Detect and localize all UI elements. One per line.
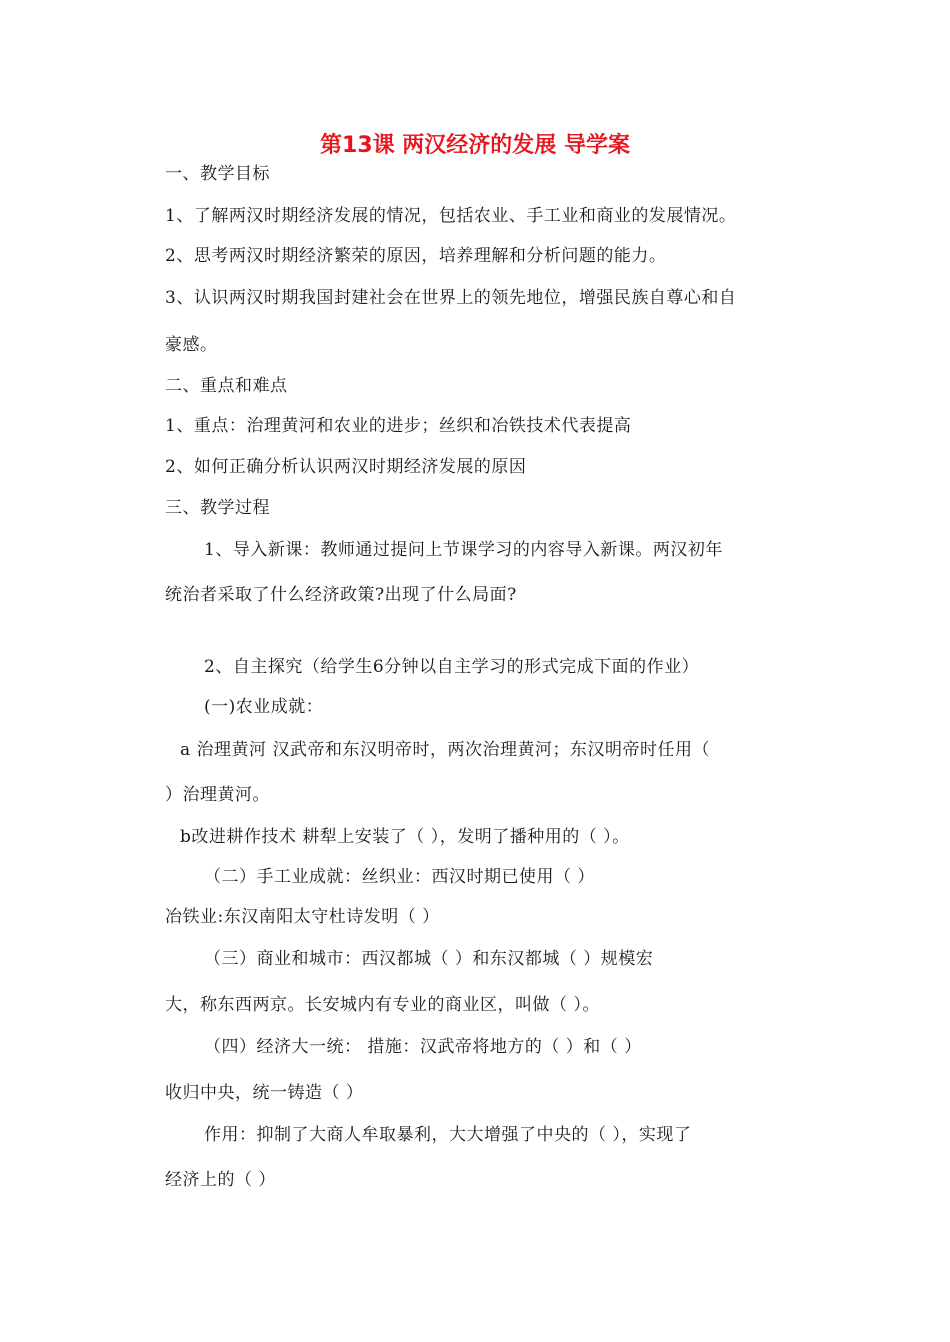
agriculture-item-b: b改进耕作技术 耕犁上安装了（ ），发明了播种用的（ ）。 <box>180 827 630 847</box>
economic-unification-line-continued: 收归中央，统一铸造（ ） <box>165 1083 364 1103</box>
commerce-line-continued: 大，称东西两京。长安城内有专业的商业区，叫做（ ）。 <box>165 995 600 1015</box>
agriculture-item-a: a 治理黄河 汉武帝和东汉明帝时，两次治理黄河；东汉明帝时任用（ <box>180 740 710 760</box>
effect-line: 作用：抑制了大商人牟取暴利，大大增强了中央的（ ），实现了 <box>204 1125 692 1145</box>
handicraft-line: （二）手工业成就：丝织业：西汉时期已使用（ ） <box>204 867 595 887</box>
effect-line-continued: 经济上的（ ） <box>165 1170 276 1190</box>
objective-3: 3、认识两汉时期我国封建社会在世界上的领先地位，增强民族自尊心和自 <box>165 288 737 308</box>
document-title: 第13课 两汉经济的发展 导学案 <box>320 133 630 158</box>
section-heading-key-points: 二、重点和难点 <box>165 376 288 396</box>
commerce-line: （三）商业和城市：西汉都城（ ）和东汉都城（ ）规模宏 <box>204 949 654 969</box>
process-step-2: 2、自主探究（给学生6分钟以自主学习的形式完成下面的作业） <box>204 657 700 677</box>
agriculture-item-a-continued: ）治理黄河。 <box>165 785 270 805</box>
economic-unification-line: （四）经济大一统： 措施：汉武帝将地方的（ ）和（ ） <box>204 1037 642 1057</box>
iron-smelting-line: 冶铁业:东汉南阳太守杜诗发明（ ） <box>165 907 440 927</box>
key-point-2: 2、如何正确分析认识两汉时期经济发展的原因 <box>165 457 527 477</box>
process-step-1-continued: 统治者采取了什么经济政策?出现了什么局面? <box>165 585 517 605</box>
section-heading-objectives: 一、教学目标 <box>165 164 270 184</box>
section-heading-process: 三、教学过程 <box>165 498 270 518</box>
process-step-1: 1、导入新课：教师通过提问上节课学习的内容导入新课。两汉初年 <box>204 540 723 560</box>
objective-1: 1、了解两汉时期经济发展的情况，包括农业、手工业和商业的发展情况。 <box>165 206 737 226</box>
objective-3-continued: 豪感。 <box>165 335 218 355</box>
key-point-1: 1、重点：治理黄河和农业的进步；丝织和冶铁技术代表提高 <box>165 416 632 436</box>
objective-2: 2、思考两汉时期经济繁荣的原因，培养理解和分析问题的能力。 <box>165 246 667 266</box>
agriculture-heading: (一)农业成就： <box>204 697 324 717</box>
